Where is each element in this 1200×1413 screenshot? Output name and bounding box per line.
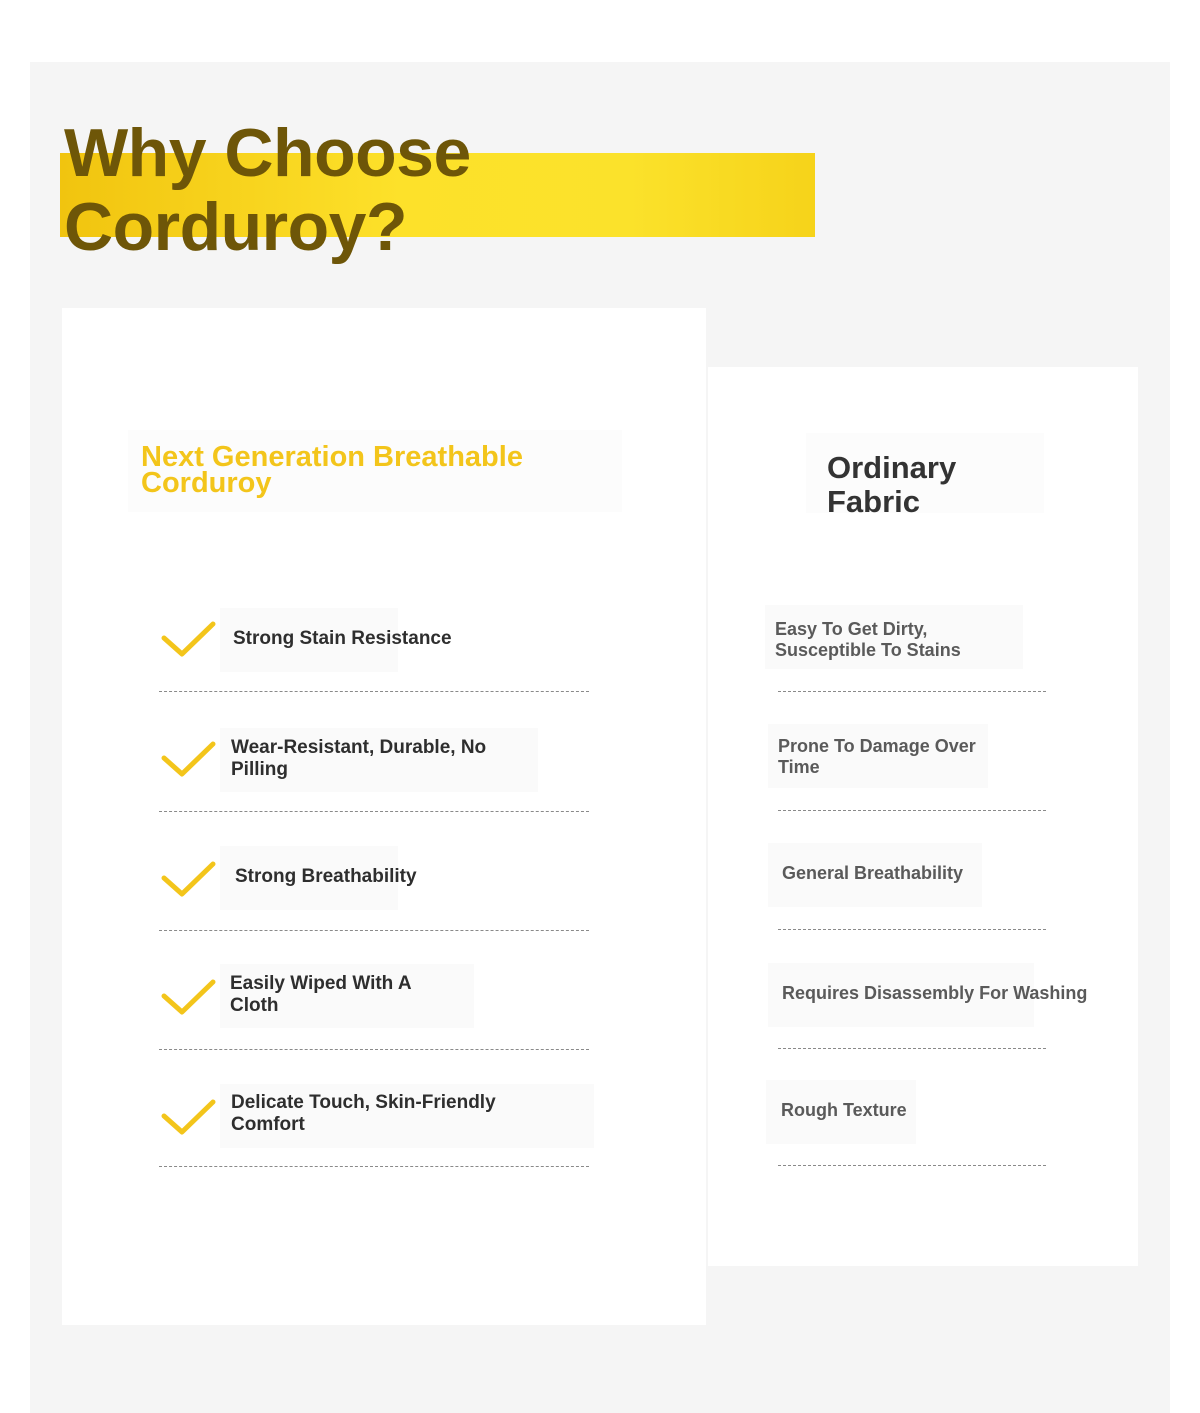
ordinary-fabric-item <box>768 724 988 788</box>
corduroy-feature-item <box>220 1084 594 1148</box>
corduroy-card <box>62 308 706 1325</box>
corduroy-feature-item <box>220 964 474 1028</box>
corduroy-feature-item: Strong Breathability <box>220 846 398 910</box>
item-divider <box>778 1165 1046 1166</box>
item-divider <box>778 810 1046 811</box>
checkmark-icon <box>160 1096 216 1136</box>
ordinary-fabric-card <box>708 367 1138 1266</box>
checkmark-icon <box>160 858 216 898</box>
ordinary-fabric-label: Easy To Get Dirty, Susceptible To Stains <box>775 619 961 660</box>
corduroy-feature-label: Delicate Touch, Skin-Friendly Comfort <box>231 1092 496 1135</box>
ordinary-fabric-item <box>765 605 1023 669</box>
corduroy-feature-label: Easily Wiped With A Cloth <box>230 973 411 1016</box>
item-divider <box>778 1048 1046 1049</box>
checkmark-icon <box>160 618 216 658</box>
item-divider <box>159 930 589 931</box>
ordinary-fabric-label: Prone To Damage Over Time <box>778 736 976 777</box>
item-divider <box>159 1166 589 1167</box>
ordinary-fabric-item: General Breathability <box>768 843 982 907</box>
item-divider <box>159 691 589 692</box>
checkmark-icon <box>160 738 216 778</box>
corduroy-feature-item: Strong Stain Resistance <box>220 608 398 672</box>
ordinary-fabric-card-heading: Ordinary Fabric <box>806 433 1044 513</box>
corduroy-feature-item: Wear-Resistant, Durable, No Pilling <box>220 728 538 792</box>
ordinary-fabric-item: Requires Disassembly For Washing <box>768 963 1034 1027</box>
item-divider <box>778 691 1046 692</box>
page-title: Why Choose Corduroy? <box>64 115 471 265</box>
checkmark-icon <box>160 976 216 1016</box>
corduroy-card-heading: Next Generation Breathable Corduroy <box>128 430 622 512</box>
ordinary-fabric-item: Rough Texture <box>766 1080 916 1144</box>
item-divider <box>159 1049 589 1050</box>
item-divider <box>778 929 1046 930</box>
item-divider <box>159 811 589 812</box>
